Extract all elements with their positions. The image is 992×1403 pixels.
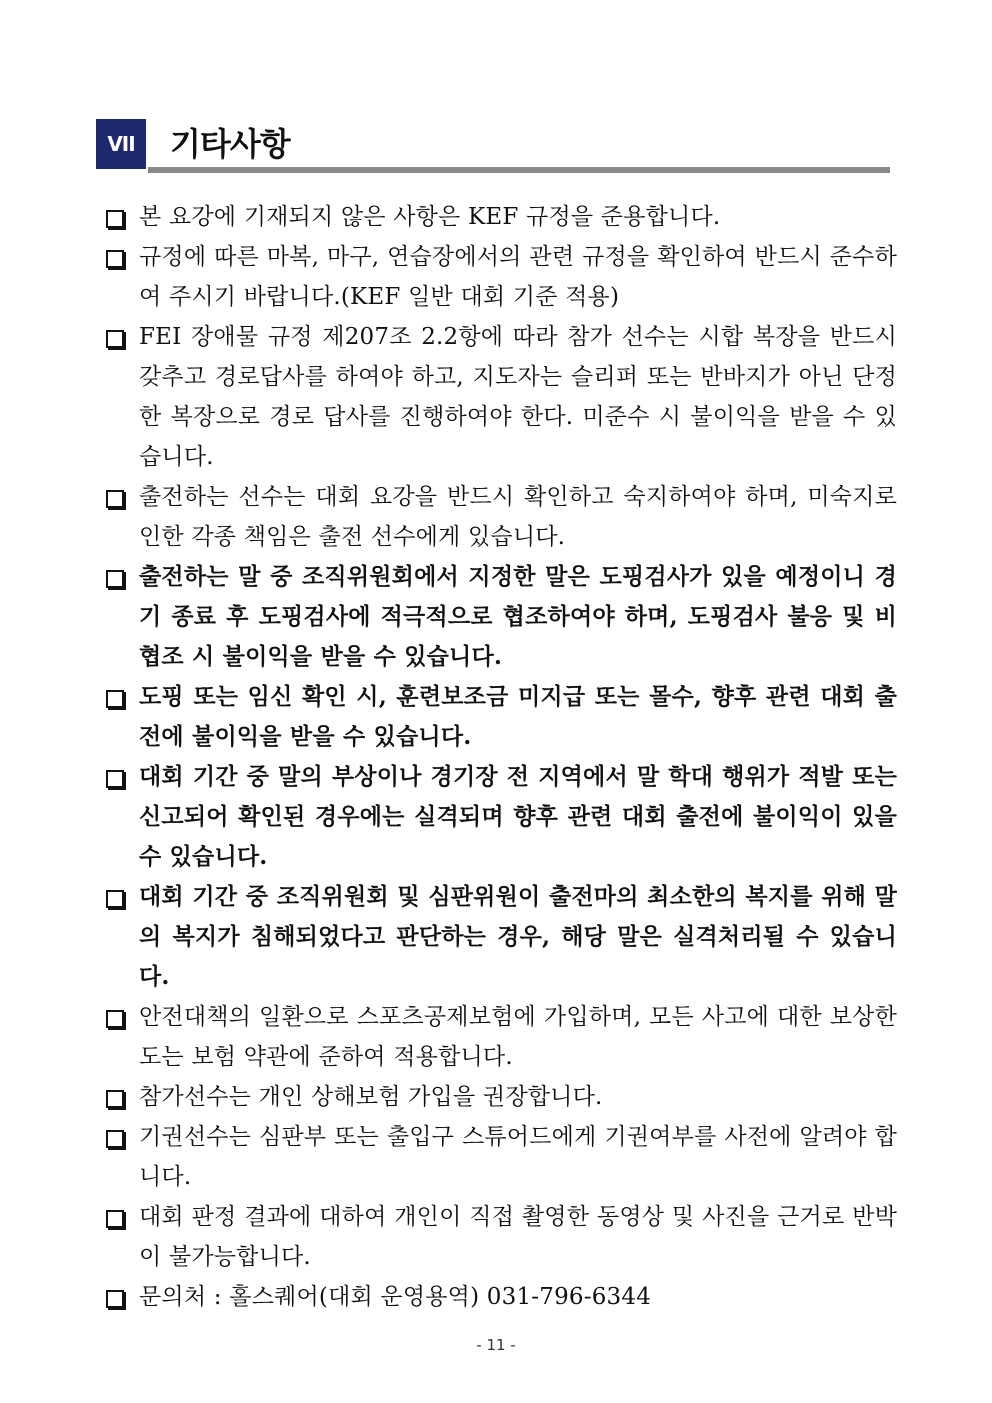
checkbox-bullet-icon (106, 250, 124, 268)
note-text: 도핑 또는 임신 확인 시, 훈련보조금 미지급 또는 몰수, 향후 관련 대회 출전에 불이익을 받을 수 있습니다. (139, 683, 897, 750)
note-text: 출전하는 선수는 대회 요강을 반드시 확인하고 숙지하여야 하며, 미숙지로 인한 각종 책임은 출전 선수에게 있습니다. (139, 484, 897, 550)
note-text: 안전대책의 일환으로 스포츠공제보험에 가입하며, 모든 사고에 대한 보상한도는 보험 약관에 준하여 적용합니다. (139, 1004, 897, 1070)
note-item (104, 197, 897, 237)
section-header (96, 119, 890, 173)
note-text: 참가선수는 개인 상해보험 가입을 권장합니다. (139, 1084, 603, 1110)
section-title: 기타사항 (170, 125, 290, 163)
note-item (104, 997, 897, 1077)
note-text: 대회 기간 중 말의 부상이나 경기장 전 지역에서 말 학대 행위가 적발 또는 신고되어 확인된 경우에는 실격되며 향후 관련 대회 출전에 불이익이 있을 수 있습니다. (139, 763, 897, 870)
checkbox-bullet-icon (106, 770, 124, 788)
note-text: 규정에 따른 마복, 마구, 연습장에서의 관련 규정을 확인하여 반드시 준수하여 주시기 바랍니다.(KEF 일반 대회 기준 적용) (139, 244, 897, 310)
note-item (104, 1117, 897, 1197)
checkbox-bullet-icon (106, 330, 124, 348)
note-item (104, 317, 897, 477)
note-item-emphasized (104, 557, 897, 677)
note-item (104, 477, 897, 557)
note-text: 본 요강에 기재되지 않은 사항은 KEF 규정을 준용합니다. (139, 204, 721, 230)
note-item (104, 1077, 897, 1117)
note-item-emphasized (104, 877, 897, 997)
checkbox-bullet-icon (106, 1010, 124, 1028)
note-item (104, 1197, 897, 1277)
note-item-emphasized (104, 757, 897, 877)
checkbox-bullet-icon (106, 1090, 124, 1108)
note-text: 대회 기간 중 조직위원회 및 심판위원이 출전마의 최소한의 복지를 위해 말의 복지가 침해되었다고 판단하는 경우, 해당 말은 실격처리될 수 있습니다. (139, 883, 897, 990)
section-underline (148, 167, 890, 173)
checkbox-bullet-icon (106, 210, 124, 228)
checkbox-bullet-icon (106, 690, 124, 708)
note-text: 출전하는 말 중 조직위원회에서 지정한 말은 도핑검사가 있을 예정이니 경기 종료 후 도핑검사에 적극적으로 협조하여야 하며, 도핑검사 불응 및 비협조 시 불이익을 받을 수 있습니다. (139, 563, 897, 670)
notes-list (104, 197, 897, 1317)
note-text: 문의처 : 홀스퀘어(대회 운영용역) 031-796-6344 (139, 1284, 652, 1310)
checkbox-bullet-icon (106, 1210, 124, 1228)
checkbox-bullet-icon (106, 1290, 124, 1308)
checkbox-bullet-icon (106, 490, 124, 508)
checkbox-bullet-icon (106, 890, 124, 908)
checkbox-bullet-icon (106, 570, 124, 588)
note-item (104, 237, 897, 317)
note-text: FEI 장애물 규정 제207조 2.2항에 따라 참가 선수는 시합 복장을 반드시 갖추고 경로답사를 하여야 하고, 지도자는 슬리퍼 또는 반바지가 아닌 단정한 복장으로 경로 답사를 진행하여야 한다. 미준수 시 불이익을 받을 수 있습니다. (139, 324, 897, 470)
note-item-emphasized (104, 677, 897, 757)
section-number-badge: VII (96, 119, 146, 169)
note-item (104, 1277, 897, 1317)
checkbox-bullet-icon (106, 1130, 124, 1148)
note-text: 기권선수는 심판부 또는 출입구 스튜어드에게 기권여부를 사전에 알려야 합니다. (139, 1124, 897, 1190)
note-text: 대회 판정 결과에 대하여 개인이 직접 촬영한 동영상 및 사진을 근거로 반박이 불가능합니다. (139, 1204, 897, 1270)
page-number: - 11 - (476, 1336, 516, 1354)
